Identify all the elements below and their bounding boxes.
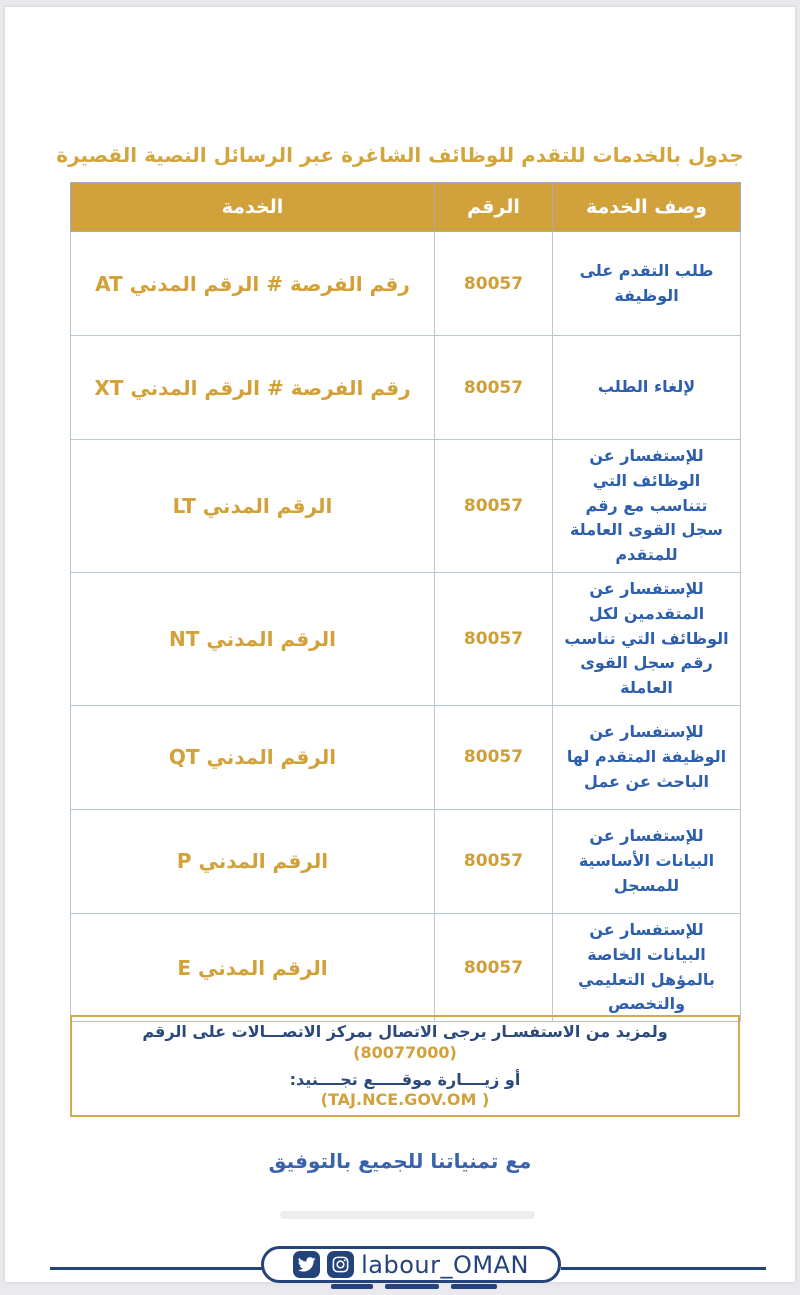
website-note: أو زيــــارة موقـــــع تجــــنيد: bbox=[289, 1069, 521, 1089]
footer-dash bbox=[451, 1284, 497, 1289]
social-handle-text[interactable]: labour_OMAN bbox=[361, 1250, 529, 1279]
sms-format: الرقم المدني E bbox=[71, 913, 435, 1021]
instagram-icon[interactable] bbox=[327, 1251, 354, 1278]
footer-divider-right bbox=[561, 1267, 766, 1270]
table-row bbox=[71, 440, 741, 573]
footer-dash bbox=[331, 1284, 373, 1289]
contact-note: ولمزيد من الاستفسـار يرجى الاتصال بمركز الاتصـــالات على الرقم bbox=[142, 1022, 668, 1042]
closing-wishes: مع تمنياتنا للجميع بالتوفيق bbox=[268, 1149, 532, 1173]
service-description: للإستفسار عن الوظيفة المتقدم لها الباحث عن عمل bbox=[553, 705, 741, 809]
contact-info-box bbox=[70, 1015, 740, 1117]
services-table bbox=[70, 182, 741, 1022]
footer-dash bbox=[385, 1284, 439, 1289]
service-description: لإلغاء الطلب bbox=[553, 336, 741, 440]
table-row bbox=[71, 809, 741, 913]
service-description: للإستفسار عن البيانات الأساسية للمسجل bbox=[553, 809, 741, 913]
table-row bbox=[71, 336, 741, 440]
service-description: للإستفسار عن الوظائف التي تتناسب مع رقم سجل القوى العاملة للمتقدم bbox=[553, 440, 741, 573]
table-header-row bbox=[71, 183, 741, 232]
social-handle-pill[interactable] bbox=[261, 1246, 561, 1283]
sms-number: 80057 bbox=[435, 336, 553, 440]
service-description: طلب التقدم على الوظيفة bbox=[553, 232, 741, 336]
website-url[interactable]: (TAJ.NCE.GOV.OM ) bbox=[320, 1090, 490, 1110]
twitter-icon[interactable] bbox=[293, 1251, 320, 1278]
table-row bbox=[71, 572, 741, 705]
sms-format: رقم الفرصة # الرقم المدني XT bbox=[71, 336, 435, 440]
sms-number: 80057 bbox=[435, 572, 553, 705]
sms-number: 80057 bbox=[435, 440, 553, 573]
sms-number: 80057 bbox=[435, 809, 553, 913]
table-row bbox=[71, 705, 741, 809]
sms-number: 80057 bbox=[435, 913, 553, 1021]
sms-format: الرقم المدني P bbox=[71, 809, 435, 913]
sms-format: الرقم المدني QT bbox=[71, 705, 435, 809]
header-service-description: وصف الخدمة bbox=[553, 183, 741, 232]
sms-number: 80057 bbox=[435, 232, 553, 336]
header-number: الرقم bbox=[435, 183, 553, 232]
sms-number: 80057 bbox=[435, 705, 553, 809]
table-row bbox=[71, 232, 741, 336]
decoration-smudge bbox=[280, 1211, 535, 1219]
service-description: للإستفسار عن المتقدمين لكل الوظائف التي تناسب رقم سجل القوى العاملة bbox=[553, 572, 741, 705]
page-title: جدول بالخدمات للتقدم للوظائف الشاغرة عبر الرسائل النصية القصيرة bbox=[56, 143, 744, 167]
sms-format: الرقم المدني LT bbox=[71, 440, 435, 573]
footer-divider-left bbox=[50, 1267, 262, 1270]
sms-format: الرقم المدني NT bbox=[71, 572, 435, 705]
contact-phone: (80077000) bbox=[353, 1042, 457, 1062]
header-service: الخدمة bbox=[71, 183, 435, 232]
sms-format: رقم الفرصة # الرقم المدني AT bbox=[71, 232, 435, 336]
table-row bbox=[71, 913, 741, 1021]
service-description: للإستفسار عن البيانات الخاصة بالمؤهل التعليمي والتخصص bbox=[553, 913, 741, 1021]
page-card bbox=[4, 6, 796, 1283]
